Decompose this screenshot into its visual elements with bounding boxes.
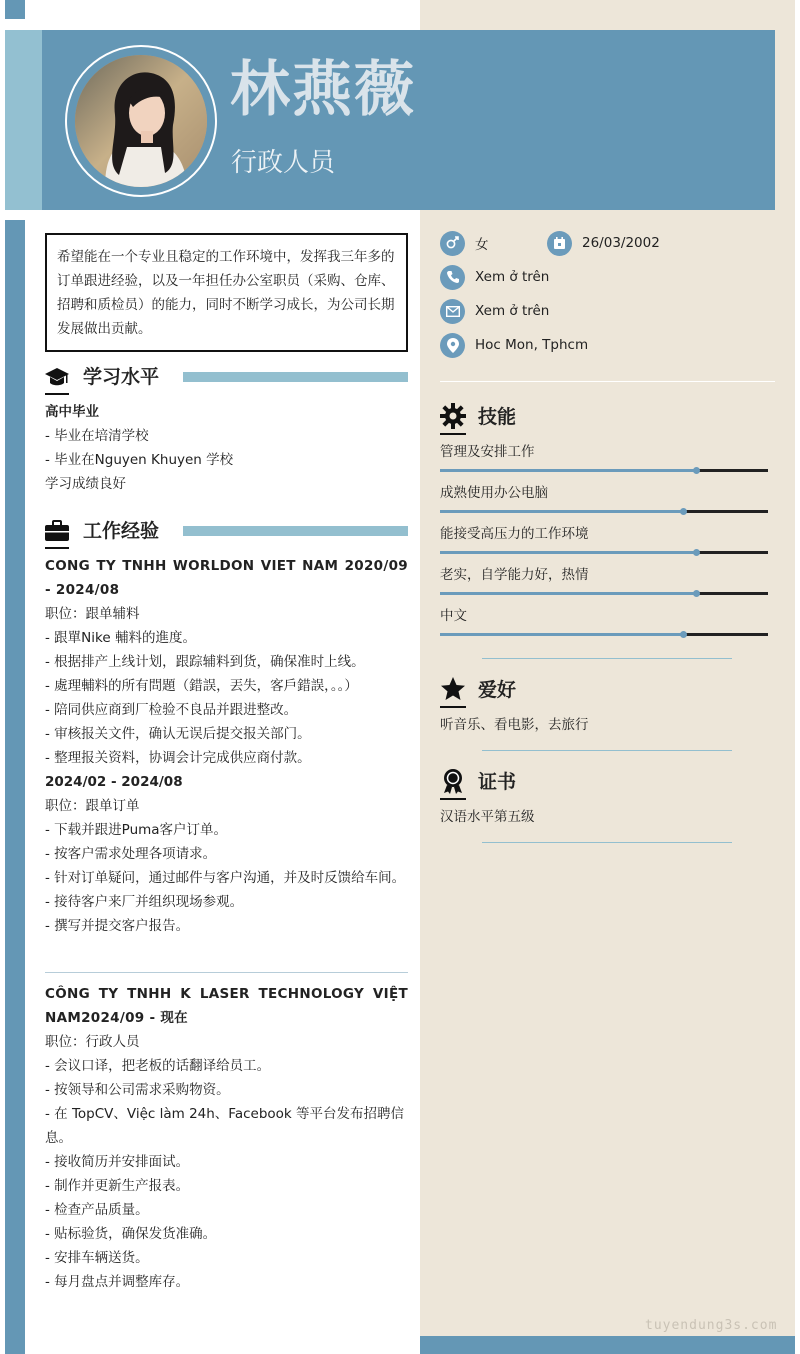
address-value: Hoc Mon, Tphcm — [475, 337, 589, 353]
contact-address — [440, 332, 588, 358]
skill-bar — [440, 510, 768, 513]
job-line: - 检查产品质量。 — [45, 1202, 149, 1218]
job-line: - 在 TopCV、Việc làm 24h、Facebook 等平台发布招聘信息。 — [45, 1106, 405, 1146]
skill-bar — [440, 633, 768, 636]
heading-bar — [183, 526, 408, 536]
briefcase-icon — [45, 520, 69, 542]
heading-underline — [45, 393, 69, 395]
location-icon — [440, 333, 465, 358]
company-header: CONG TY TNHH WORLDON VIET NAM 2020/09 - 2024/08 — [45, 558, 408, 598]
section-skills-heading — [440, 403, 775, 435]
job-line: - 根据排产上线计划，跟踪辅料到货，确保准时上线。 — [45, 654, 365, 670]
divider — [482, 842, 732, 843]
section-experience-heading — [45, 518, 408, 548]
certificates-text: 汉语水平第五级 — [440, 809, 535, 825]
company-header: CÔNG TY TNHH K LASER TECHNOLOGY VIỆT NAM2024/09 - 现在 — [45, 986, 408, 1026]
divider — [482, 658, 732, 659]
job-line: - 每月盘点并调整库存。 — [45, 1274, 190, 1290]
skill-label: 老实，自学能力好，热情 — [440, 567, 589, 583]
section-title: 学习水平 — [83, 366, 160, 388]
contact-phone — [440, 264, 549, 290]
candidate-name: 林燕薇 — [230, 55, 416, 125]
job-title: 行政人员 — [231, 148, 336, 178]
job-line: - 撰写并提交客户报告。 — [45, 918, 190, 934]
job-line: 职位：行政人员 — [45, 1034, 140, 1050]
skill-bar — [440, 551, 768, 554]
job-line: - 按领导和公司需求采购物资。 — [45, 1082, 230, 1098]
phone-icon — [440, 265, 465, 290]
heading-bar — [183, 372, 408, 382]
section-title: 工作经验 — [83, 520, 160, 542]
header-banner — [5, 30, 775, 210]
avatar — [75, 55, 207, 187]
gender-value: 女 — [475, 237, 489, 253]
divider — [482, 750, 732, 751]
skill-label: 管理及安排工作 — [440, 444, 535, 460]
job-line: - 整理报关资料，协调会计完成供应商付款。 — [45, 750, 311, 766]
section-title: 技能 — [478, 406, 517, 428]
heading-underline — [45, 547, 69, 549]
email-value: Xem ở trên — [475, 303, 550, 319]
job-line: 职位：跟单订单 — [45, 798, 140, 814]
decor-stripe-left — [5, 220, 25, 1354]
job-line: - 陪同供应商到厂检验不良品并跟进整改。 — [45, 702, 298, 718]
decor-bottom-bar — [420, 1336, 795, 1354]
skill-item — [440, 524, 768, 544]
skill-item — [440, 606, 768, 626]
avatar-frame — [65, 45, 217, 197]
job-line: - 制作并更新生产报表。 — [45, 1178, 190, 1194]
job-line: - 会议口译，把老板的话翻译给员工。 — [45, 1058, 271, 1074]
section-title: 证书 — [478, 771, 517, 793]
job-line: - 下载并跟进Puma客户订单。 — [45, 822, 228, 838]
job-line: - 贴标验货，确保发货准确。 — [45, 1226, 217, 1242]
job-line: - 處理輔料的所有問題（錯誤，丟失，客戶錯誤，。。） — [45, 678, 358, 694]
education-line: - 毕业在Nguyen Khuyen 学校 — [45, 452, 234, 468]
heading-underline — [440, 433, 466, 435]
calendar-icon — [547, 231, 572, 256]
section-certificates-heading — [440, 768, 775, 800]
job-line: - 针对订单疑问，通过邮件与客户沟通，并及时反馈给车间。 — [45, 870, 406, 886]
education-line: - 毕业在培清学校 — [45, 428, 149, 444]
phone-value: Xem ở trên — [475, 269, 550, 285]
section-hobbies-heading — [440, 676, 775, 708]
divider — [440, 381, 775, 382]
decor-stripe-top — [5, 0, 25, 19]
skill-label: 成熟使用办公电脑 — [440, 485, 548, 501]
experience-job-1 — [45, 554, 408, 938]
contact-birthdate — [547, 230, 660, 256]
heading-underline — [440, 798, 466, 800]
header-accent-strip — [5, 30, 42, 210]
job-line: - 接待客户来厂并组织现场参观。 — [45, 894, 244, 910]
skill-item — [440, 565, 768, 585]
skill-label: 中文 — [440, 608, 467, 624]
heading-underline — [440, 706, 466, 708]
education-line: 学习成绩良好 — [45, 476, 126, 492]
star-icon — [440, 676, 466, 702]
gender-icon — [440, 231, 465, 256]
graduation-cap-icon — [45, 366, 69, 388]
section-title: 爱好 — [478, 679, 517, 701]
job-line: - 安排车辆送货。 — [45, 1250, 149, 1266]
experience-job-2 — [45, 982, 408, 1294]
skill-label: 能接受高压力的工作环境 — [440, 526, 589, 542]
job-line: - 审核报关文件，确认无误后提交报关部门。 — [45, 726, 311, 742]
job-line: - 跟單Nike 輔料的進度。 — [45, 630, 196, 646]
email-icon — [440, 299, 465, 324]
education-degree: 高中毕业 — [45, 404, 99, 420]
watermark: tuyendung3s.com — [645, 1318, 778, 1333]
job-line: 职位：跟单辅料 — [45, 606, 140, 622]
skill-bar — [440, 469, 768, 472]
job-line: - 按客户需求处理各项请求。 — [45, 846, 217, 862]
job-period: 2024/02 - 2024/08 — [45, 774, 183, 790]
gear-icon — [440, 403, 466, 429]
job-line: - 接收简历并安排面试。 — [45, 1154, 190, 1170]
divider — [45, 972, 408, 973]
section-education-heading — [45, 364, 408, 394]
contact-email — [440, 298, 549, 324]
skill-bar — [440, 592, 768, 595]
contact-gender — [440, 230, 489, 256]
birthdate-value: 26/03/2002 — [582, 235, 660, 251]
skill-item — [440, 442, 768, 462]
career-objective: 希望能在一个专业且稳定的工作环境中，发挥我三年多的订单跟进经验，以及一年担任办公室职员（采购、仓库、招聘和质检员）的能力，同时不断学习成长，为公司长期发展做出贡献。 — [45, 233, 408, 352]
award-medal-icon — [440, 768, 466, 794]
skill-item — [440, 483, 768, 503]
hobbies-text: 听音乐、看电影，去旅行 — [440, 717, 589, 733]
education-content — [45, 400, 408, 496]
